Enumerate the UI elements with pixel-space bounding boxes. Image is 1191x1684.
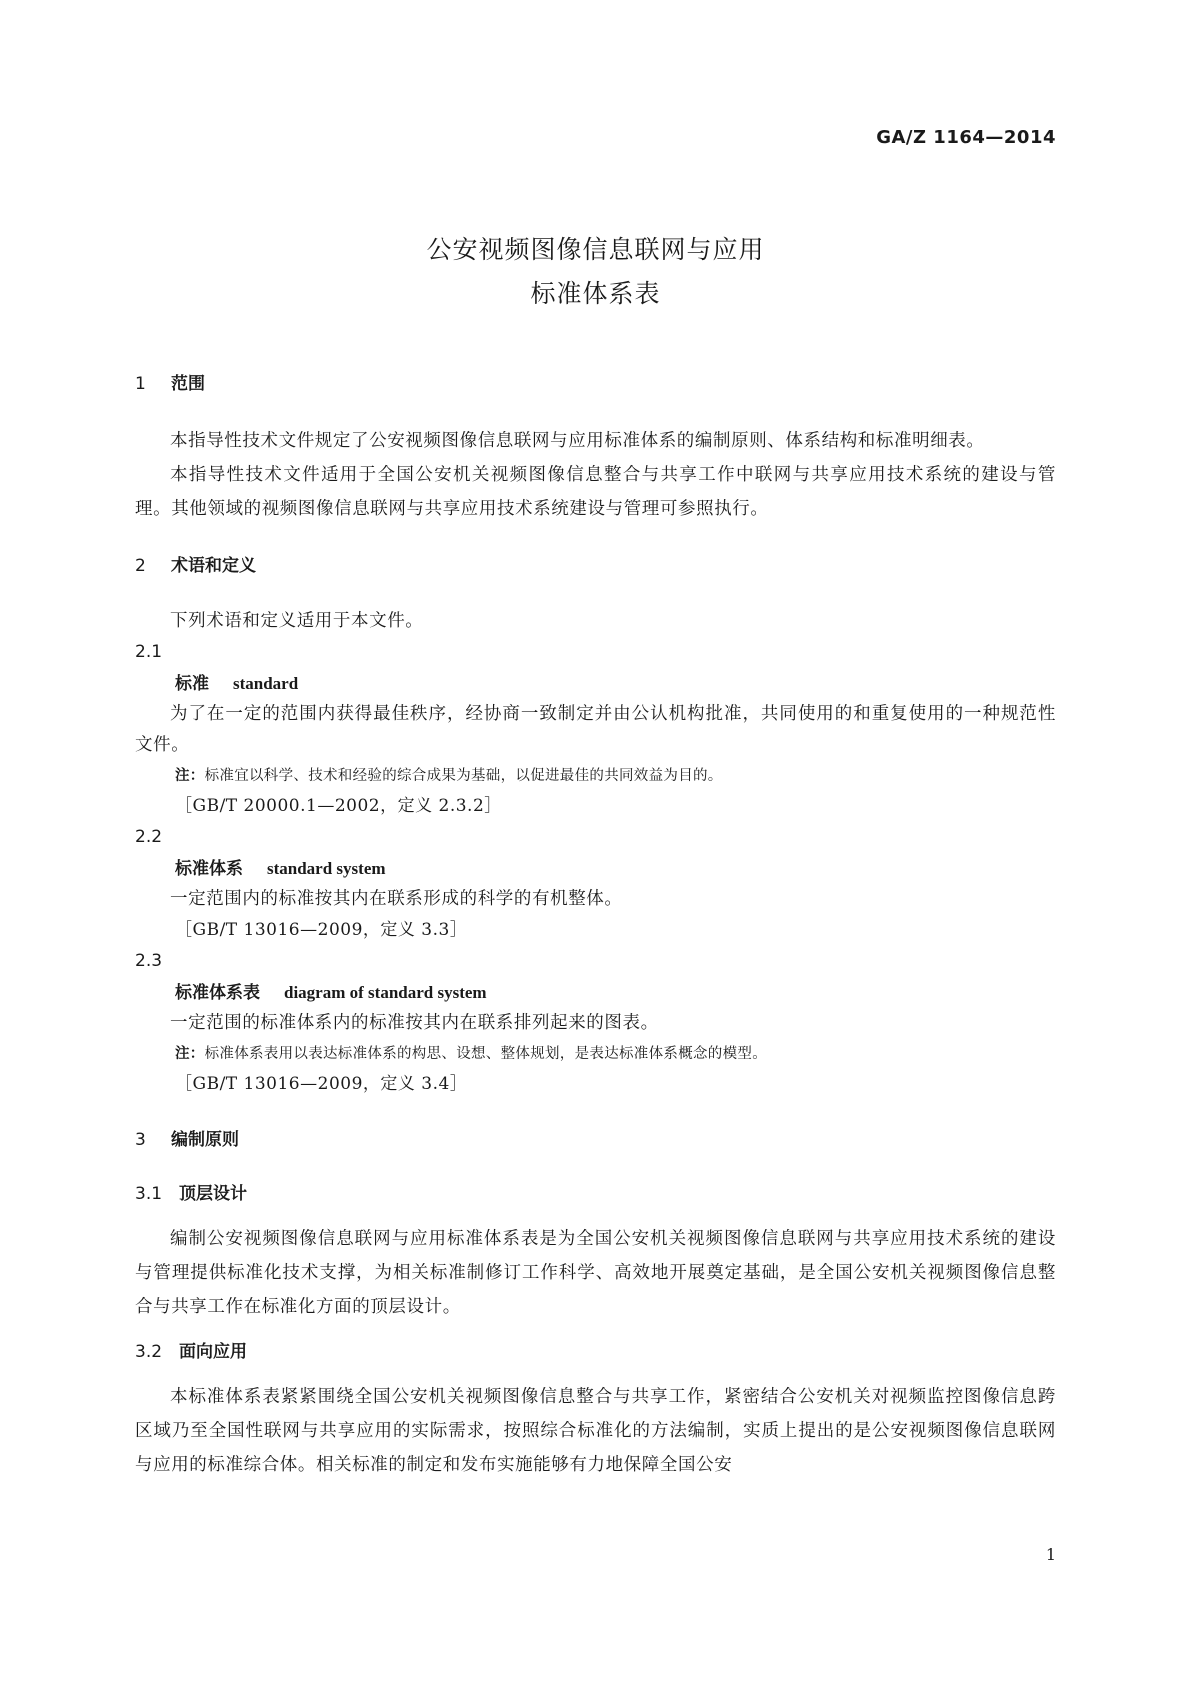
term-heading [135, 977, 1056, 1008]
subsection-heading-top-level-design [135, 1180, 1056, 1208]
subsection-number: 3.2 [135, 1342, 163, 1362]
section-number: 2 [135, 556, 146, 576]
note-label: 注： [175, 1046, 205, 1062]
section-heading-scope [135, 370, 1056, 398]
term-definition: 一定范围内的标准按其内在联系形成的科学的有机整体。 [170, 889, 623, 909]
section-heading-terms [135, 552, 1056, 580]
section-heading-principles [135, 1126, 1056, 1154]
subsection-heading-application-oriented [135, 1338, 1056, 1366]
term-number: 2.3 [135, 951, 163, 971]
page-number: 1 [1045, 1545, 1056, 1564]
paragraph: 本指导性技术文件规定了公安视频图像信息联网与应用标准体系的编制原则、体系结构和标准明细表。 [170, 431, 985, 451]
term-en: standard [233, 674, 299, 693]
term-en: standard system [267, 859, 386, 878]
term-note [135, 1039, 1056, 1069]
paragraph: 下列术语和定义适用于本文件。 [170, 611, 424, 631]
section-title: 编制原则 [171, 1130, 239, 1150]
term-zh: 标准体系表 [175, 983, 260, 1003]
note-text: 标准宜以科学、技术和经验的综合成果为基础，以促进最佳的共同效益为目的。 [204, 768, 723, 784]
term-reference: ［GB/T 13016—2009，定义 3.3］ [175, 920, 468, 940]
subsection-title: 面向应用 [179, 1342, 247, 1362]
section-number: 1 [135, 374, 146, 394]
document-title-line1: 公安视频图像信息联网与应用 [426, 235, 765, 264]
section-title: 范围 [171, 374, 205, 394]
section-number: 3 [135, 1130, 146, 1150]
term-number: 2.1 [135, 642, 163, 662]
document-title-line2: 标准体系表 [530, 279, 661, 308]
subsection-title: 顶层设计 [179, 1184, 247, 1204]
term-heading [135, 668, 1056, 699]
term-number: 2.2 [135, 827, 163, 847]
term-en: diagram of standard system [284, 983, 487, 1002]
term-heading [135, 853, 1056, 884]
note-label: 注： [175, 768, 205, 784]
term-reference: ［GB/T 13016—2009，定义 3.4］ [175, 1074, 468, 1094]
paragraph: 编制公安视频图像信息联网与应用标准体系表是为全国公安机关视频图像信息联网与共享应用技术系统的建设与管理提供标准化技术支撑，为相关标准制修订工作科学、高效地开展奠定基础，是全国公安机关视频图像信息整合与共享工作在标准化方面的顶层设计。 [135, 1229, 1056, 1317]
term-definition: 一定范围的标准体系内的标准按其内在联系排列起来的图表。 [170, 1013, 659, 1033]
term-reference: ［GB/T 20000.1—2002，定义 2.3.2］ [175, 796, 502, 816]
term-zh: 标准体系 [175, 859, 243, 879]
section-title: 术语和定义 [171, 556, 256, 576]
subsection-number: 3.1 [135, 1184, 163, 1204]
document-id: GA/Z 1164—2014 [876, 127, 1056, 148]
term-zh: 标准 [175, 674, 209, 694]
term-definition: 为了在一定的范围内获得最佳秩序，经协商一致制定并由公认机构批准，共同使用的和重复使用的一种规范性文件。 [135, 704, 1056, 755]
term-note [135, 761, 1056, 791]
note-text: 标准体系表用以表达标准体系的构思、设想、整体规划，是表达标准体系概念的模型。 [204, 1046, 768, 1062]
paragraph: 本指导性技术文件适用于全国公安机关视频图像信息整合与共享工作中联网与共享应用技术系统的建设与管理。其他领域的视频图像信息联网与共享应用技术系统建设与管理可参照执行。 [135, 465, 1056, 519]
document-body [135, 370, 1056, 1482]
paragraph: 本标准体系表紧紧围绕全国公安机关视频图像信息整合与共享工作，紧密结合公安机关对视频监控图像信息跨区域乃至全国性联网与共享应用的实际需求，按照综合标准化的方法编制，实质上提出的是公安视频图像信息联网与应用的标准综合体。相关标准的制定和发布实施能够有力地保障全国公安 [135, 1387, 1056, 1475]
